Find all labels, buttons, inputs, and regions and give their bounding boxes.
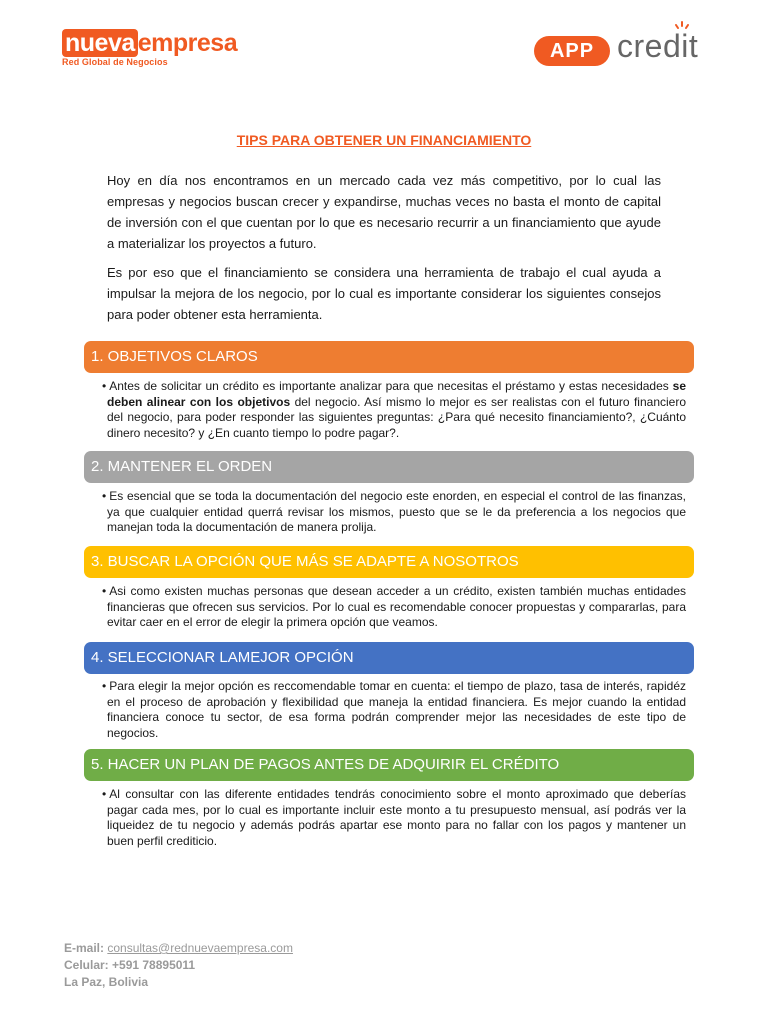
section-heading-opcion: 3. BUSCAR LA OPCIÓN QUE MÁS SE ADAPTE A NOSOTROS [84,546,694,578]
section-heading-objetivos: 1. OBJETIVOS CLAROS [84,341,694,373]
section-body-orden [102,489,686,536]
logo-credit-word: credit [617,28,699,64]
appcredit-logo[interactable] [534,24,714,74]
bullet-icon: • [102,489,107,503]
footer-email-label: E-mail: [64,941,108,955]
footer-email-line [64,940,293,957]
section-text: Antes de solicitar un crédito es importante analizar para que necesitas el préstamo y estas necesidades [109,379,673,393]
section-heading-orden: 2. MANTENER EL ORDEN [84,451,694,483]
bullet-icon: • [102,379,107,393]
document-title: TIPS PARA OBTENER UN FINANCIAMIENTO [236,132,532,148]
intro-paragraph-2: Es por eso que el financiamiento se considera una herramienta de trabajo el cual ayuda a impulsar la mejora de los negocio, por lo cual es importante considerar los siguientes consejos para poder obtener esta herramienta. [107,265,661,322]
section-text: del negocio. Así mismo lo mejor es ser realistas con el futuro financiero del negocio, para poder responder las siguientes preguntas: ¿Para qué necesito financiamiento?, ¿Cuánto dinero necesito? y ¿En cuanto tiempo lo podre pagar?. [107,394,687,440]
section-text: Asi como existen muchas personas que desean acceder a un crédito, existen también muchas entidades financieras que ofrecen sus servicios. Por lo cual es recomendable conocer propuestas y compararlas, para evitar caer en el error de elegir la primera opción que veamos. [107,584,686,629]
section-body-plan-pagos [102,787,686,849]
bullet-icon: • [102,584,107,598]
section-body-mejor-opcion [102,679,686,741]
intro-paragraph-1: Hoy en día nos encontramos en un mercado cada vez más competitivo, por lo cual las empresas y negocios buscan crecer y expandirse, muchas veces no basta el monto de capital de inversión con el que cuentan por lo que es necesario recurrir a un financiamiento que ayude a materializar los proyectos a futuro. [107,173,661,251]
logo-tagline: Red Global de Negocios [62,57,168,67]
section-text-bold: se deben alinear con los objetivos [107,379,686,409]
section-text: Al consultar con las diferente entidades tendrás conocimiento sobre el monto aproximado que deberías pagar cada mes, por lo cual es importante incluir este monto a tu presupuesto mensual, así podrás ver la liqueidez de tu negocio y además podrás apartar ese monto para no fallar con los pagos y mantener un buen perfil crediticio. [107,787,686,848]
logo-part-nueva: nueva [62,29,138,57]
page-header [0,0,768,90]
bullet-icon: • [102,679,107,693]
section-body-opcion [102,584,686,631]
logo-wordmark [62,30,237,56]
footer-phone: Celular: +591 78895011 [64,958,196,972]
bullet-icon: • [102,787,107,801]
logo-part-empresa: empresa [137,29,238,57]
section-text: Para elegir la mejor opción es reccomendable tomar en cuenta: el tiempo de plazo, tasa de interés, rapidéz en el proceso de aprobación y flexibilidad que maneja la entidad financiera. Es mejor cuando la entidad financiera conoce tu sector, de esa forma podrán comprender mejor las necesidades de este tipo de negocios. [107,679,686,740]
footer-email-link[interactable]: consultas@rednuevaempresa.com [107,941,293,955]
section-heading-mejor-opcion: 4. SELECCIONAR LAMEJOR OPCIÓN [84,642,694,674]
nuevaempresa-logo[interactable] [62,30,237,67]
section-body-objetivos [102,379,687,441]
section-text: Es esencial que se toda la documentación del negocio este enorden, en especial el control de las finanzas, ya que cualquier entidad querrá revisar los mismos, puesto que se le da preferencia a los negocios que manejan toda la documentación de manera prolija. [107,489,686,534]
footer-location: La Paz, Bolivia [64,975,149,989]
logo-app-pill: APP [534,36,610,66]
sparkle-icon [672,20,692,36]
contact-footer [64,940,293,991]
section-heading-plan-pagos: 5. HACER UN PLAN DE PAGOS ANTES DE ADQUIRIR EL CRÉDITO [84,749,694,781]
